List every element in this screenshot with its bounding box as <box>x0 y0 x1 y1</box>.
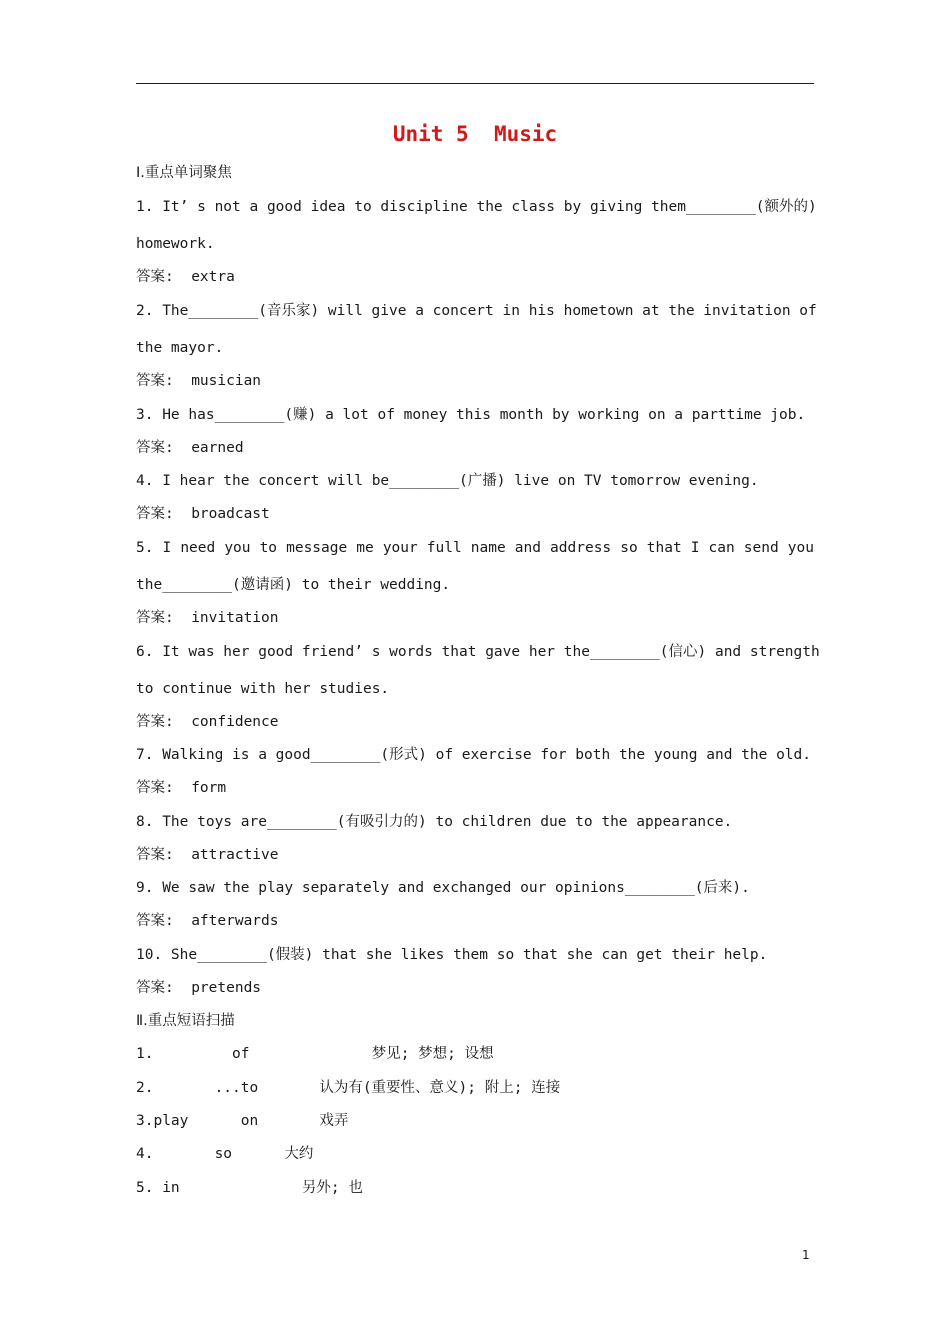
question-5-line-1: 5. I need you to message me your full name and address so that I can send you <box>136 540 814 556</box>
phrase-2: 2. ...to 认为有(重要性、意义); 附上; 连接 <box>136 1080 561 1096</box>
section-heading-phrases: Ⅱ.重点短语扫描 <box>136 1013 235 1029</box>
question-7: 7. Walking is a good________(形式) of exercise for both the young and the old. <box>136 747 812 763</box>
question-6-line-1: 6. It was her good friend’ s words that gave her the________(信心) and strength <box>136 644 820 660</box>
section-heading-vocabulary: Ⅰ.重点单词聚焦 <box>136 165 232 181</box>
question-10: 10. She________(假装) that she likes them so that she can get their help. <box>136 947 768 963</box>
answer-5: 答案: invitation <box>136 610 279 626</box>
answer-10: 答案: pretends <box>136 980 262 996</box>
question-1-line-1: 1. It’ s not a good idea to discipline the class by giving them________(额外的) <box>136 199 817 215</box>
answer-1: 答案: extra <box>136 269 235 285</box>
answer-9: 答案: afterwards <box>136 913 279 929</box>
answer-6: 答案: confidence <box>136 714 279 730</box>
phrase-3: 3.play on 戏弄 <box>136 1113 349 1129</box>
question-6-line-2: to continue with her studies. <box>136 681 390 697</box>
header-rule <box>136 83 814 84</box>
question-8: 8. The toys are________(有吸引力的) to children due to the appearance. <box>136 814 733 830</box>
question-9: 9. We saw the play separately and exchanged our opinions________(后来). <box>136 880 750 896</box>
question-1-line-2: homework. <box>136 236 215 252</box>
answer-8: 答案: attractive <box>136 847 279 863</box>
page-number: 1 <box>802 1248 810 1262</box>
answer-4: 答案: broadcast <box>136 506 270 522</box>
question-2-line-1: 2. The________(音乐家) will give a concert in his hometown at the invitation of <box>136 303 817 319</box>
page-title: Unit 5 Music <box>392 122 558 146</box>
phrase-5: 5. in 另外; 也 <box>136 1180 363 1196</box>
question-4: 4. I hear the concert will be________(广播) live on TV tomorrow evening. <box>136 473 759 489</box>
question-5-line-2: the________(邀请函) to their wedding. <box>136 577 451 593</box>
answer-3: 答案: earned <box>136 440 244 456</box>
question-3: 3. He has________(赚) a lot of money this month by working on a parttime job. <box>136 407 806 423</box>
answer-2: 答案: musician <box>136 373 262 389</box>
question-2-line-2: the mayor. <box>136 340 224 356</box>
phrase-4: 4. so 大约 <box>136 1146 314 1162</box>
answer-7: 答案: form <box>136 780 227 796</box>
phrase-1: 1. of 梦见; 梦想; 设想 <box>136 1046 494 1062</box>
